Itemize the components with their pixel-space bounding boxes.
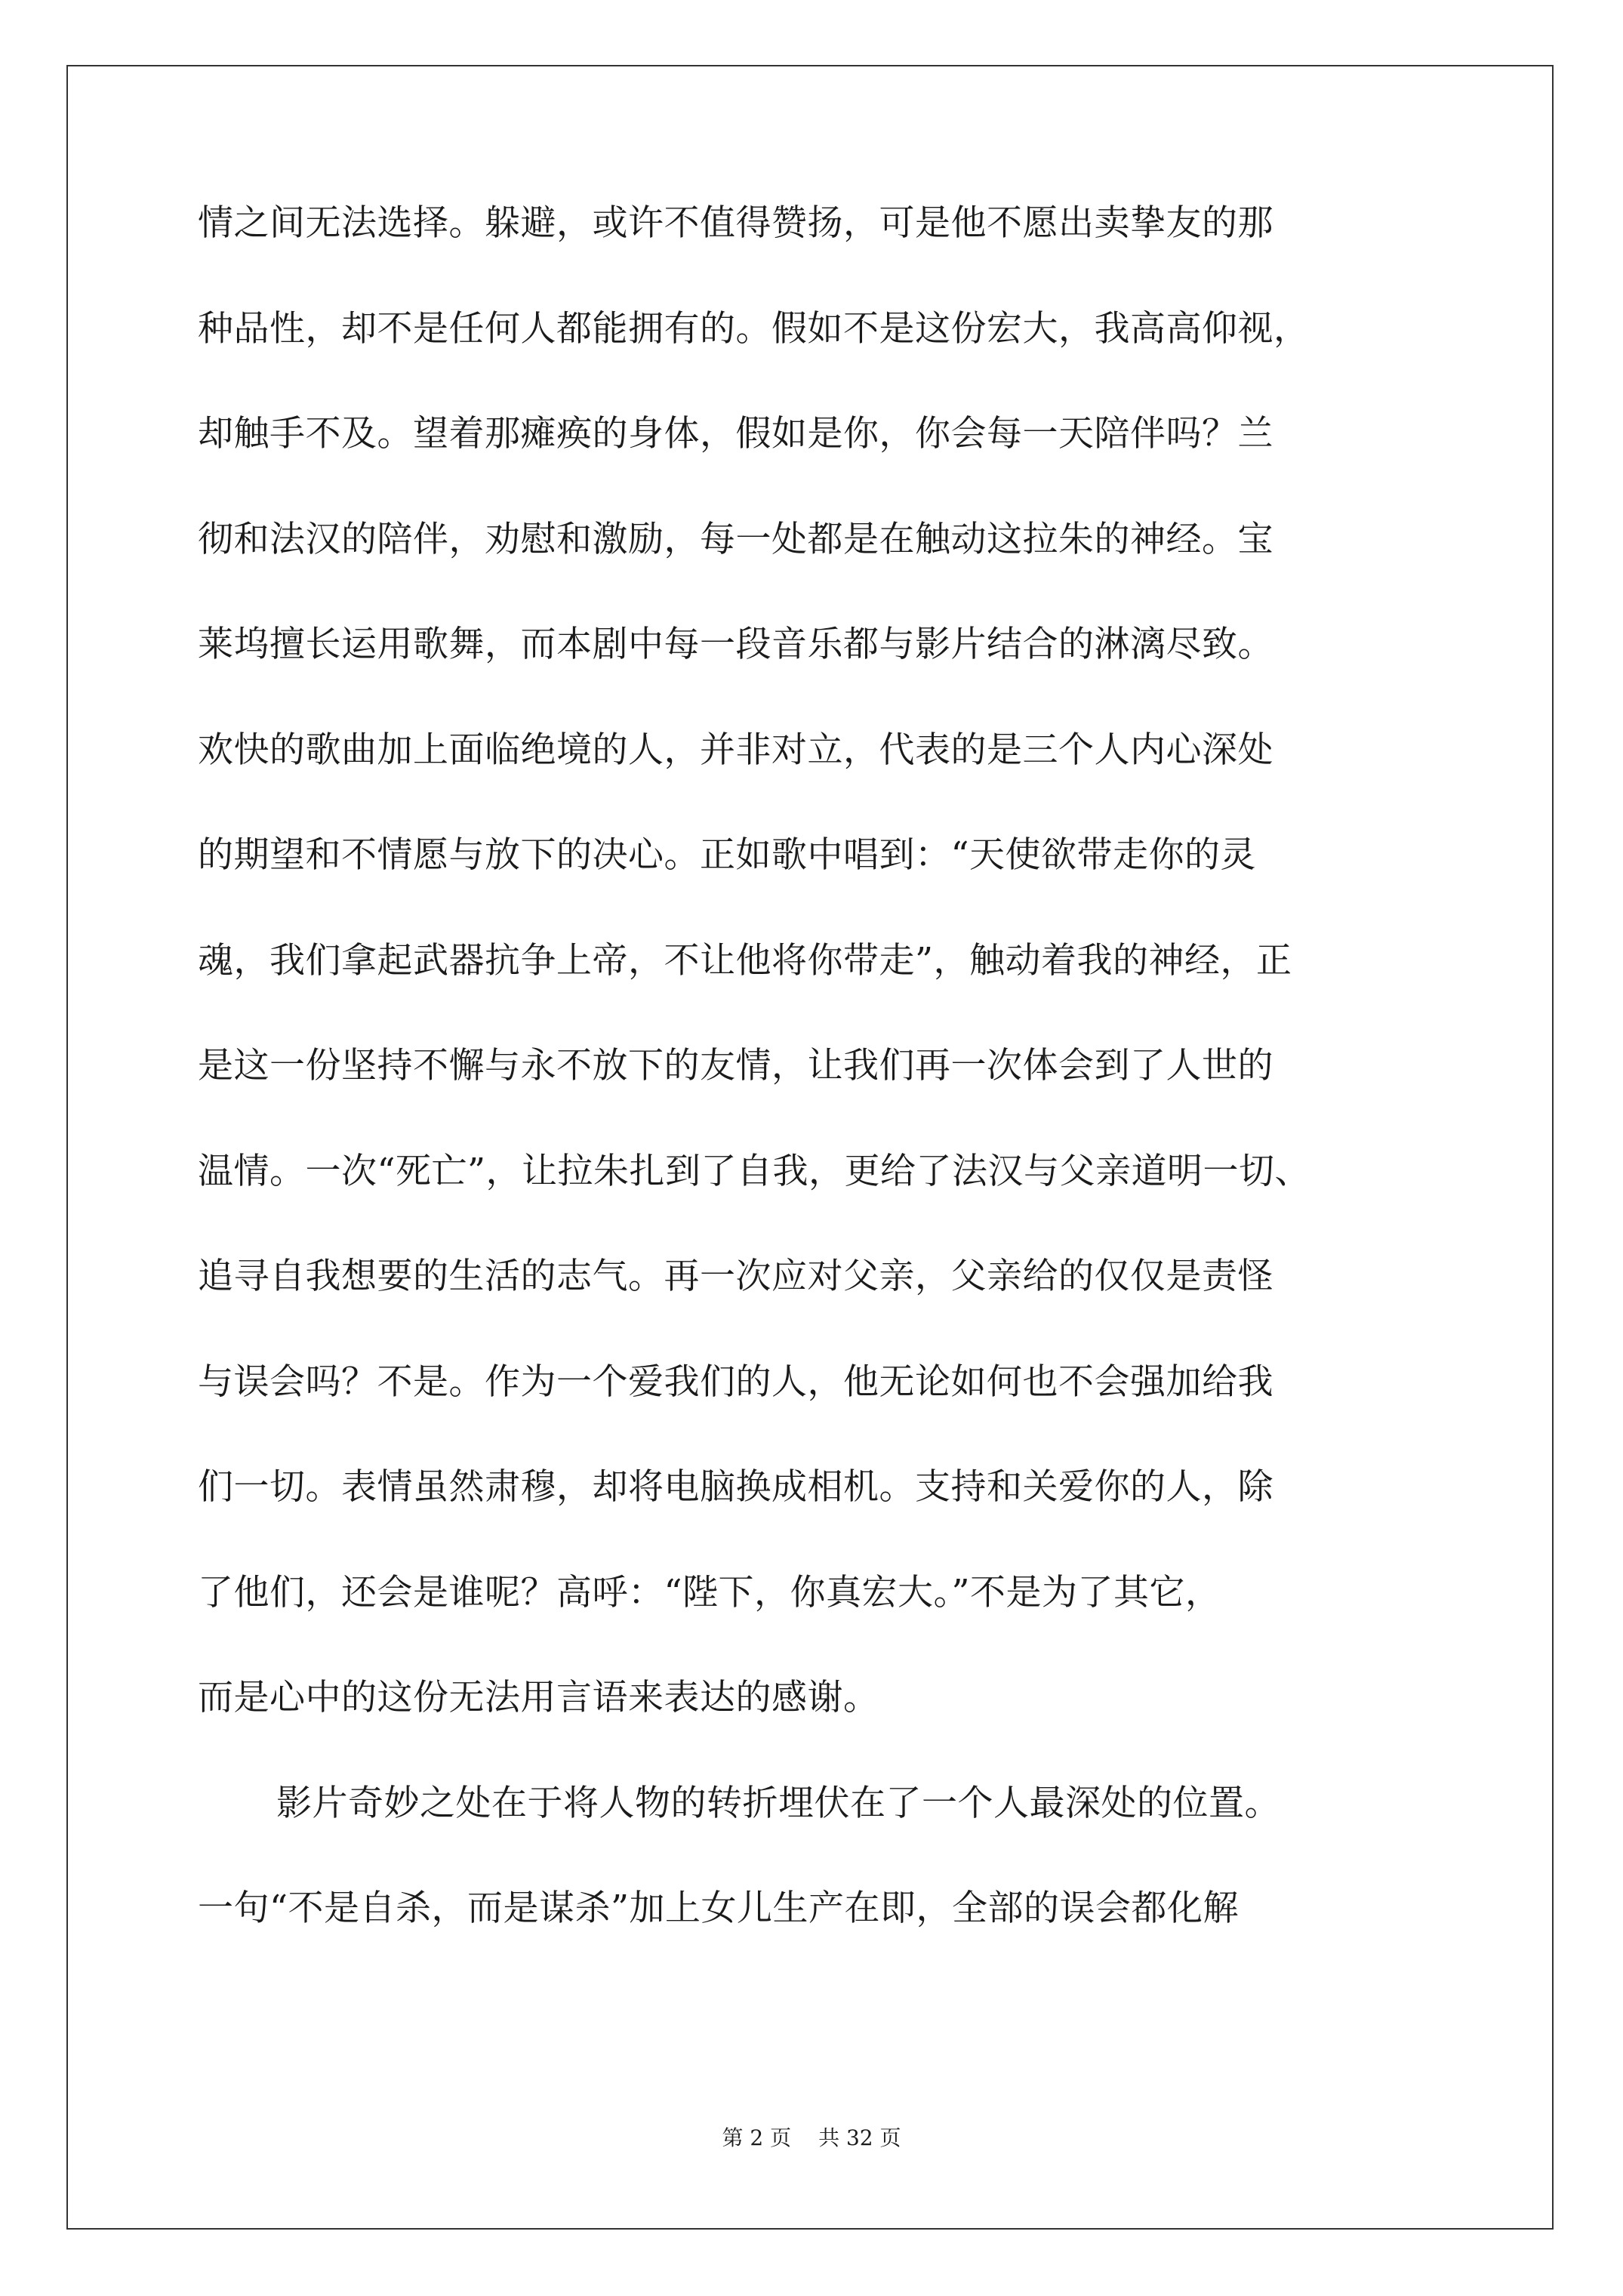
page-number: 第 2 页 [722, 2125, 792, 2150]
text-line-7: 的期望和不情愿与放下的决心。正如歌中唱到：“天使欲带走你的灵 [198, 834, 1257, 876]
text-line-6: 欢快的歌曲加上面临绝境的人，并非对立，代表的是三个人内心深处 [198, 729, 1273, 771]
text-line-13: 们一切。表情虽然肃穆，却将电脑换成相机。支持和关爱你的人，除 [198, 1466, 1273, 1508]
text-line-8: 魂，我们拿起武器抗争上帝，不让他将你带走”，触动着我的神经，正 [198, 939, 1292, 982]
text-line-2: 种品性，却不是任何人都能拥有的。假如不是这份宏大，我高高仰视， [198, 307, 1310, 350]
text-line-17: 一句“不是自杀，而是谋杀”加上女儿生产在即，全部的误会都化解 [198, 1888, 1240, 1929]
text-line-10: 温情。一次“死亡”，让拉朱扎到了自我，更给了法汉与父亲道明一切、 [198, 1150, 1311, 1192]
text-line-1: 情之间无法选择。躲避，或许不值得赞扬，可是他不愿出卖挚友的那 [198, 202, 1273, 244]
text-line-3: 却触手不及。望着那瘫痪的身体，假如是你，你会每一天陪伴吗？兰 [198, 413, 1273, 455]
page-footer [0, 2122, 1623, 2152]
text-line-12: 与误会吗？不是。作为一个爱我们的人，他无论如何也不会强加给我 [198, 1361, 1273, 1403]
text-line-15: 而是心中的这份无法用言语来表达的感谢。 [198, 1677, 879, 1718]
text-line-5: 莱坞擅长运用歌舞，而本剧中每一段音乐都与影片结合的淋漓尽致。 [198, 624, 1273, 665]
page-total: 共 32 页 [818, 2125, 901, 2150]
body-text [198, 202, 1436, 1993]
text-line-9: 是这一份坚持不懈与永不放下的友情，让我们再一次体会到了人世的 [198, 1045, 1273, 1086]
text-line-11: 追寻自我想要的生活的志气。再一次应对父亲，父亲给的仅仅是责怪 [198, 1256, 1273, 1297]
text-line-14: 了他们，还会是谁呢？高呼：“陛下，你真宏大。”不是为了其它， [198, 1571, 1221, 1613]
text-line-16: 影片奇妙之处在于将人物的转折埋伏在了一个人最深处的位置。 [276, 1782, 1280, 1824]
text-line-4: 彻和法汉的陪伴，劝慰和激励，每一处都是在触动这拉朱的神经。宝 [198, 518, 1273, 560]
